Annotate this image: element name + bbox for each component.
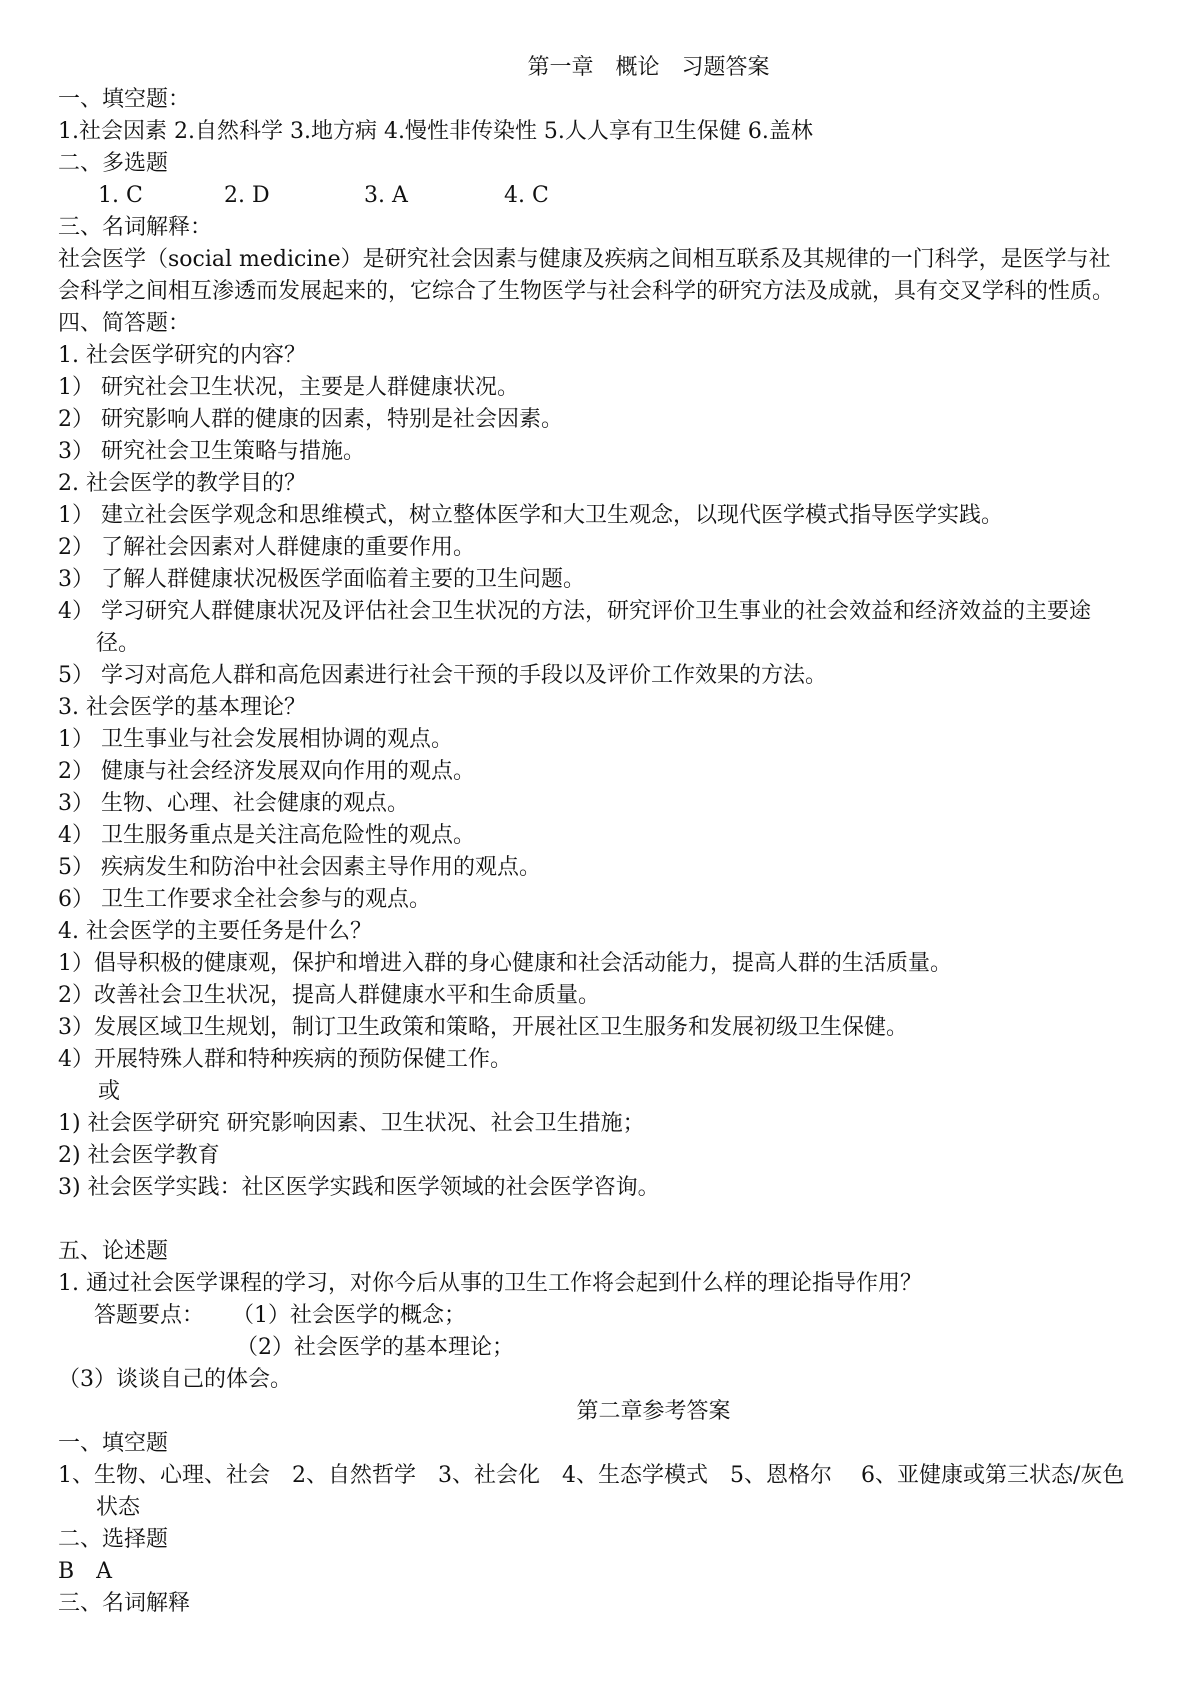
chapter2-title: 第二章参考答案 (576, 1399, 731, 1424)
mc-answer: 2. D (224, 183, 270, 208)
answer-item: 4）开展特殊人群和特种疾病的预防保健工作。 (58, 1047, 512, 1072)
answer-item: 1) 社会医学研究 研究影响因素、卫生状况、社会卫生措施； (58, 1111, 645, 1136)
answer-item: 6） 卫生工作要求全社会参与的观点。 (58, 887, 431, 912)
answer-item: 3）发展区域卫生规划，制订卫生政策和策略，开展社区卫生服务和发展初级卫生保健。 (58, 1015, 908, 1040)
chapter1-title: 第一章 概论 习题答案 (527, 55, 770, 80)
answer-item: 5） 疾病发生和防治中社会因素主导作用的观点。 (58, 855, 541, 880)
term-definition-heading: 三、名词解释： (58, 215, 213, 240)
multiple-choice-heading: 二、多选题 (58, 151, 169, 176)
question-title: 4. 社会医学的主要任务是什么？ (58, 919, 372, 944)
choice-heading: 二、选择题 (58, 1527, 169, 1552)
answer-item: 3） 了解人群健康状况极医学面临着主要的卫生问题。 (58, 567, 585, 592)
essay-point: （3）谈谈自己的体会。 (58, 1367, 292, 1392)
answer-item: 1） 研究社会卫生状况，主要是人群健康状况。 (58, 375, 519, 400)
answer-item: 2） 研究影响人群的健康的因素，特别是社会因素。 (58, 407, 563, 432)
answer-item: 1）倡导积极的健康观，保护和增进入群的身心健康和社会活动能力，提高人群的生活质量。 (58, 951, 953, 976)
question-title: 2. 社会医学的教学目的？ (58, 471, 306, 496)
answer-item: 4） 卫生服务重点是关注高危险性的观点。 (58, 823, 475, 848)
answer-item: 2) 社会医学教育 (58, 1143, 220, 1168)
question-title: 3. 社会医学的基本理论？ (58, 695, 306, 720)
essay-heading: 五、论述题 (58, 1239, 169, 1264)
fill-blank-heading: 一、填空题： (58, 87, 191, 112)
essay-question: 1. 通过社会医学课程的学习，对你今后从事的卫生工作将会起到什么样的理论指导作用？ (58, 1271, 922, 1296)
term-definition-text: 社会医学（social medicine）是研究社会因素与健康及疾病之间相互联系及其规律的一门科学，是医学与社会科学之间相互渗透而发展起来的，它综合了生物医学与社会科学的研究方法及成就，具有交叉学科的性质。 (58, 247, 1115, 304)
essay-point: （2）社会医学的基本理论； (236, 1335, 514, 1360)
fill-blank-answers: 1、生物、心理、社会 2、自然哲学 3、社会化 4、生态学模式 5、恩格尔 6、亚健康或第三状态/灰色状态 (58, 1463, 1125, 1520)
answer-item: 1） 卫生事业与社会发展相协调的观点。 (58, 727, 453, 752)
essay-points-row (58, 1300, 1131, 1332)
fill-blank-heading: 一、填空题 (58, 1431, 169, 1456)
essay-points-label: 答题要点： (94, 1303, 205, 1328)
fill-blank-answers: 1.社会因素 2.自然科学 3.地方病 4.慢性非传染性 5.人人享有卫生保健 6.盖林 (58, 119, 813, 144)
answer-item: 3) 社会医学实践：社区医学实践和医学领域的社会医学咨询。 (58, 1175, 660, 1200)
choice-answers: B A (58, 1559, 113, 1584)
mc-answer: 4. C (504, 183, 549, 208)
answer-item: 2）改善社会卫生状况，提高人群健康水平和生命质量。 (58, 983, 600, 1008)
answer-item: 2） 健康与社会经济发展双向作用的观点。 (58, 759, 475, 784)
short-answer-heading: 四、简答题： (58, 311, 191, 336)
term-definition-heading: 三、名词解释 (58, 1591, 191, 1616)
answer-item: 2） 了解社会因素对人群健康的重要作用。 (58, 535, 475, 560)
answer-item: 3） 生物、心理、社会健康的观点。 (58, 791, 409, 816)
multiple-choice-answers (58, 180, 1131, 212)
mc-answer: 1. C (98, 183, 143, 208)
essay-point: （1）社会医学的概念； (232, 1303, 467, 1328)
answer-item: 1） 建立社会医学观念和思维模式，树立整体医学和大卫生观念，以现代医学模式指导医学实践。 (58, 503, 1003, 528)
answer-item: 5） 学习对高危人群和高危因素进行社会干预的手段以及评价工作效果的方法。 (58, 663, 827, 688)
spacer (58, 1204, 1131, 1236)
question-title: 1. 社会医学研究的内容？ (58, 343, 306, 368)
answer-item: 3） 研究社会卫生策略与措施。 (58, 439, 365, 464)
mc-answer: 3. A (364, 183, 408, 208)
or-label: 或 (98, 1079, 121, 1104)
answer-item: 4） 学习研究人群健康状况及评估社会卫生状况的方法，研究评价卫生事业的社会效益和经济效益的主要途径。 (58, 599, 1091, 656)
